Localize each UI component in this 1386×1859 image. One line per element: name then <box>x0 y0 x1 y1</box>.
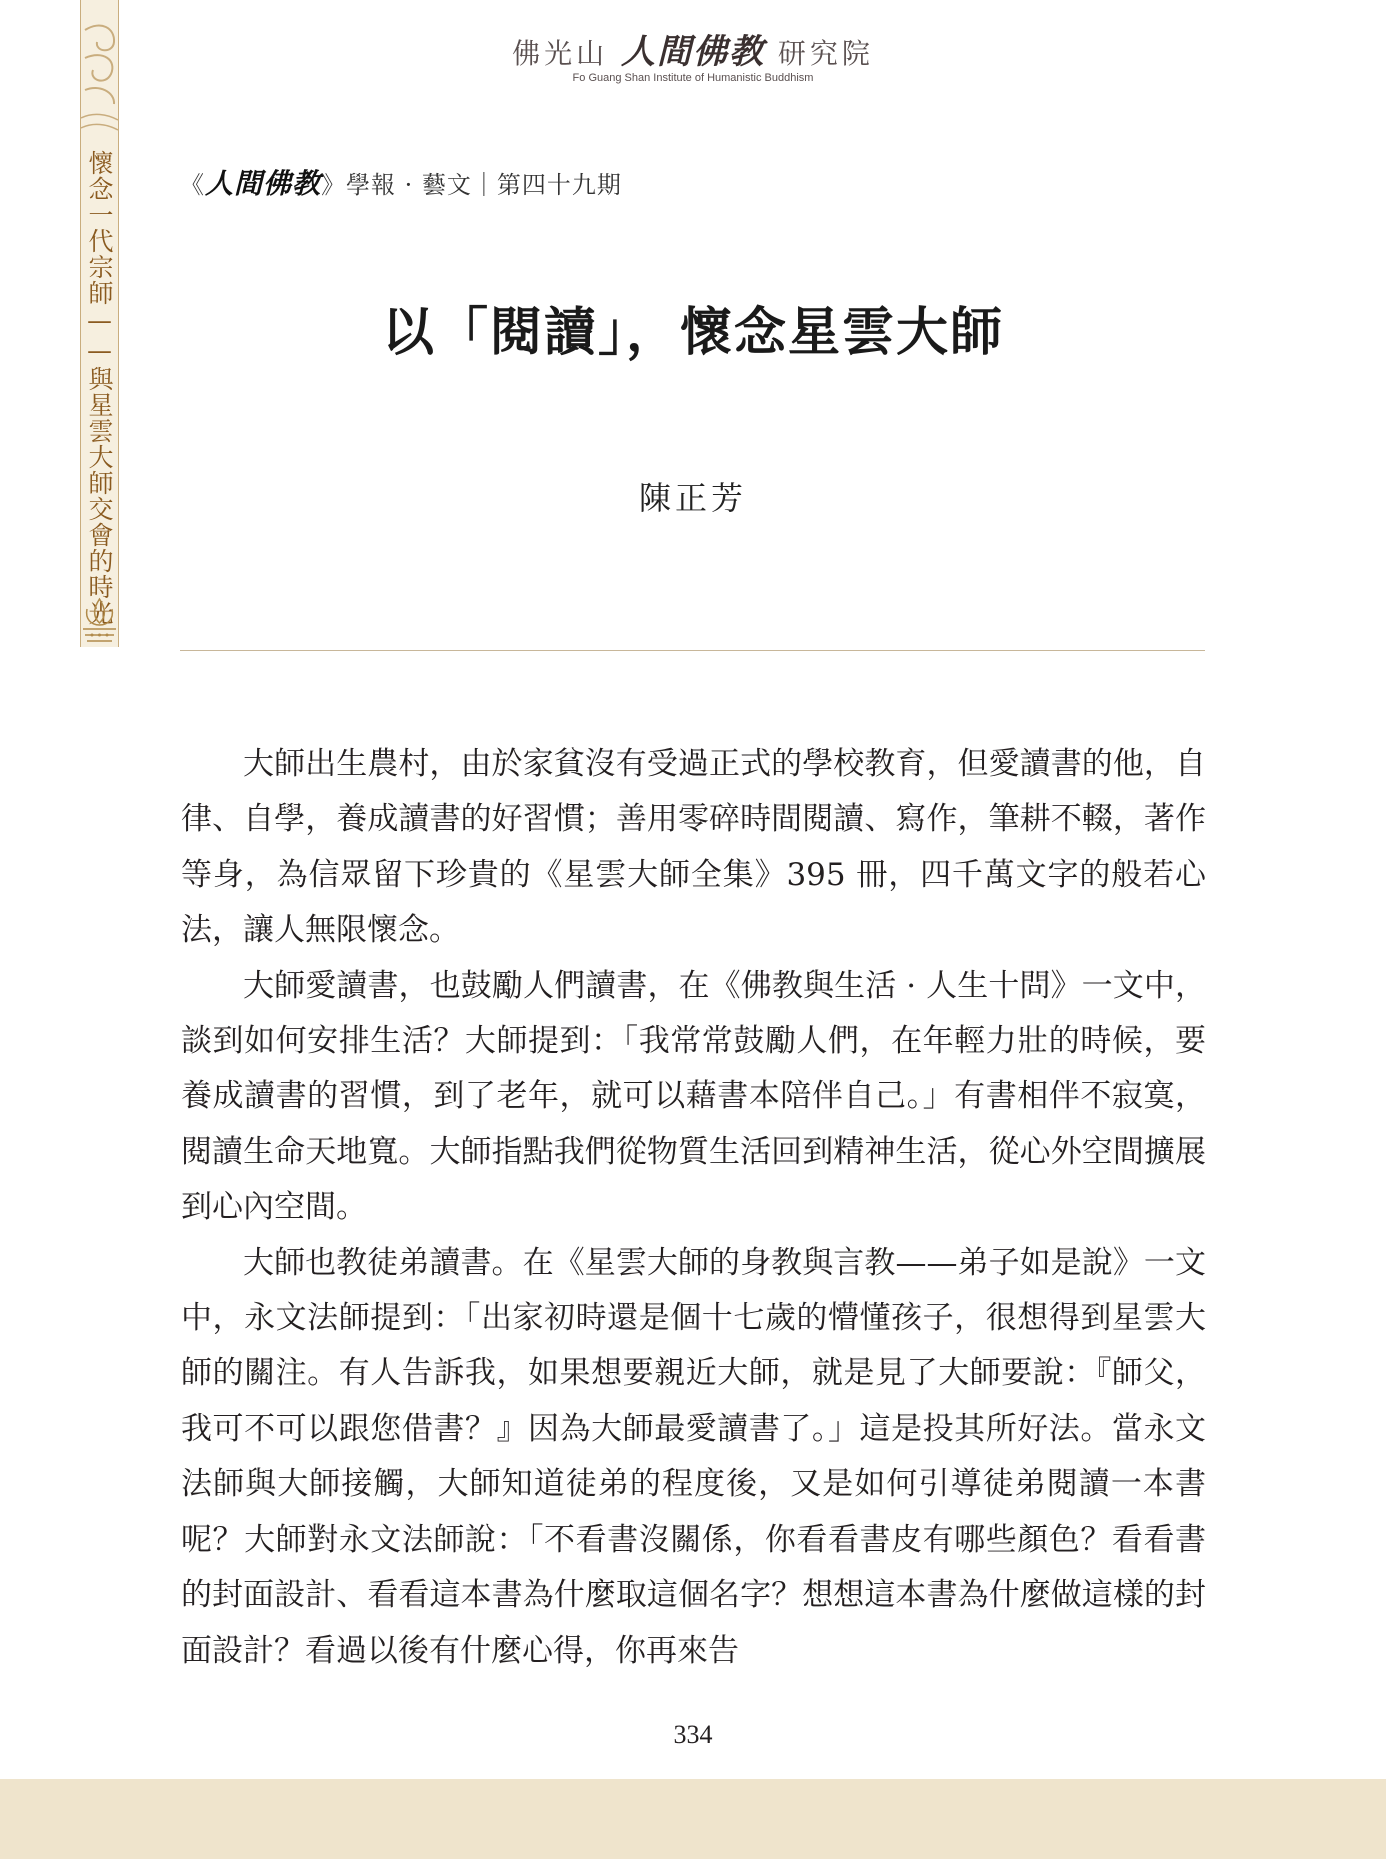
paragraph-1: 大師出生農村，由於家貧沒有受過正式的學校教育，但愛讀書的他，自律、自學，養成讀書的好習慣；善用零碎時間閱讀、寫作，筆耕不輟，著作等身，為信眾留下珍貴的《星雲大師全集》395 冊，四千萬文字的般若心法，讓人無限懷念。 <box>181 746 1206 949</box>
paragraph-3: 大師也教徒弟讀書。在《星雲大師的身教與言教——弟子如是說》一文中，永文法師提到：「出家初時還是個十七歲的懵懂孩子，很想得到星雲大師的關注。有人告訴我，如果想要親近大師，就是見了大師要說：『師父，我可不可以跟您借書？』因為大師最愛讀書了。」這是投其所好法。當永文法師與大師接觸，大師知道徒弟的程度後，又是如何引導徒弟閱讀一本書呢？大師對永文法師說：「不看書沒關係，你看看書皮有哪些顏色？看看書的封面設計、看看這本書為什麼取這個名字？想想這本書為什麼做這樣的封面設計？看過以後有什麼心得，你再來告 <box>181 1244 1206 1669</box>
institute-name <box>0 24 1386 73</box>
article-body <box>181 737 1206 1679</box>
sidebar-section-title: 懷念一代宗師——與星雲大師交會的時光 <box>85 150 114 626</box>
journal-header <box>180 162 622 202</box>
title-divider <box>180 650 1205 651</box>
journal-close-quote: 》 <box>321 171 347 199</box>
article-title: 以「閱讀」，懷念星雲大師 <box>381 302 1004 363</box>
institute-prefix: 佛光山 <box>512 37 609 70</box>
journal-brand: 人間佛教 <box>205 167 322 200</box>
article-author: 陳正芳 <box>638 479 747 517</box>
lotus-ornament-icon <box>81 595 118 647</box>
page-number: 334 <box>673 1720 713 1749</box>
journal-issue: 學報 · 藝文｜第四十九期 <box>346 171 622 199</box>
institute-suffix: 研究院 <box>777 37 874 70</box>
institute-name-en: Fo Guang Shan Institute of Humanistic Buddhism <box>572 72 814 84</box>
institute-brand-logo: 人間佛教 <box>621 32 765 72</box>
journal-open-quote: 《 <box>180 171 205 199</box>
footer-band <box>0 1779 1386 1859</box>
paragraph-2: 大師愛讀書，也鼓勵人們讀書，在《佛教與生活 · 人生十問》一文中，談到如何安排生活？大師提到：「我常常鼓勵人們，在年輕力壯的時候，要養成讀書的習慣，到了老年，就可以藉書本陪伴自己。」有書相伴不寂寞，閱讀生命天地寬。大師指點我們從物質生活回到精神生活，從心外空間擴展到心內空間。 <box>181 967 1206 1226</box>
